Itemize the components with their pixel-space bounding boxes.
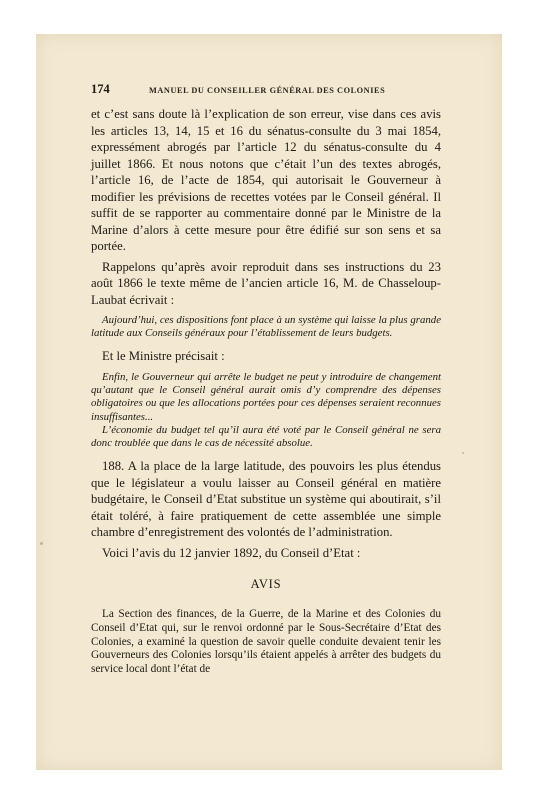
quote-economie-budget: L’économie du budget tel qu’il aura été voté par le Conseil général ne sera donc troublée que dans le cas de nécessité absolue. bbox=[91, 423, 441, 449]
quote-aujourdhui: Aujourd’hui, ces dispositions font place à un système qui laisse la plus grande latitude aux Conseils généraux pour l’établissement de leurs budgets. bbox=[91, 314, 441, 340]
page-number: 174 bbox=[91, 82, 110, 96]
paragraph-erreur: et c’est sans doute là l’explication de son erreur, vise dans ces avis les articles 13, 14, 15 et 16 du sénatus-consulte du 3 mai 1854, expressément abrogés par l’article 12 du sénatus-consulte du 4 juillet 1866. Et nous notons que c’était l’un des textes abrogés, l’article 16, de l’acte de 1854, qui autorisait le Gouverneur à modifier les prévisions de recettes votées par le Conseil général. Il suffit de se rapporter au commentaire donné par le Ministre de la Marine d’alors à cette mesure pour être édifié sur son sens et sa portée. bbox=[91, 107, 441, 253]
paper-speck bbox=[462, 452, 464, 454]
paragraph-voici-avis: Voici l’avis du 12 janvier 1892, du Conseil d’Etat : bbox=[102, 545, 361, 560]
paragraph-188: 188. A la place de la large latitude, des pouvoirs les plus étendus que le législateur a voulu laisser au Conseil général en matière budgétaire, le Conseil d’Etat substitue un système qui aboutirait, s’il était toléré, à faire pratiquement de cette assemblée une simple chambre d’enregistrement des volontés de l’administration. bbox=[91, 459, 441, 540]
page-header bbox=[91, 82, 441, 97]
quote-enfin-gouverneur: Enfin, le Gouverneur qui arrête le budget ne peut y introduire de changement qu’autant que le Conseil général aurait omis d’y comprendre des dépenses obligatoires ou que les allocations portées pour ces dépenses seraient reconnues insuffisantes... bbox=[91, 370, 441, 423]
document-page bbox=[91, 82, 441, 677]
paragraph-rappelons: Rappelons qu’après avoir reproduit dans ses instructions du 23 août 1866 le texte même de l’ancien article 16, M. de Chasseloup-Laubat écrivait : bbox=[91, 259, 441, 307]
running-title: MANUEL DU CONSEILLER GÉNÉRAL DES COLONIES bbox=[149, 86, 386, 95]
paper-speck bbox=[40, 542, 43, 545]
section-heading-avis: AVIS bbox=[250, 577, 282, 592]
paragraph-avis-text: La Section des finances, de la Guerre, de la Marine et des Colonies du Conseil d’Etat qui, sur le renvoi ordonné par le Sous-Secrétaire d’Etat des Colonies, a examiné la question de savoir quelle conduite devaient tenir les Gouverneurs des Colonies lorsqu’ils étaient appelés à arrêter des budgets du service local dont l’état de bbox=[91, 608, 441, 675]
paragraph-ministre-precisait: Et le Ministre précisait : bbox=[102, 349, 225, 364]
